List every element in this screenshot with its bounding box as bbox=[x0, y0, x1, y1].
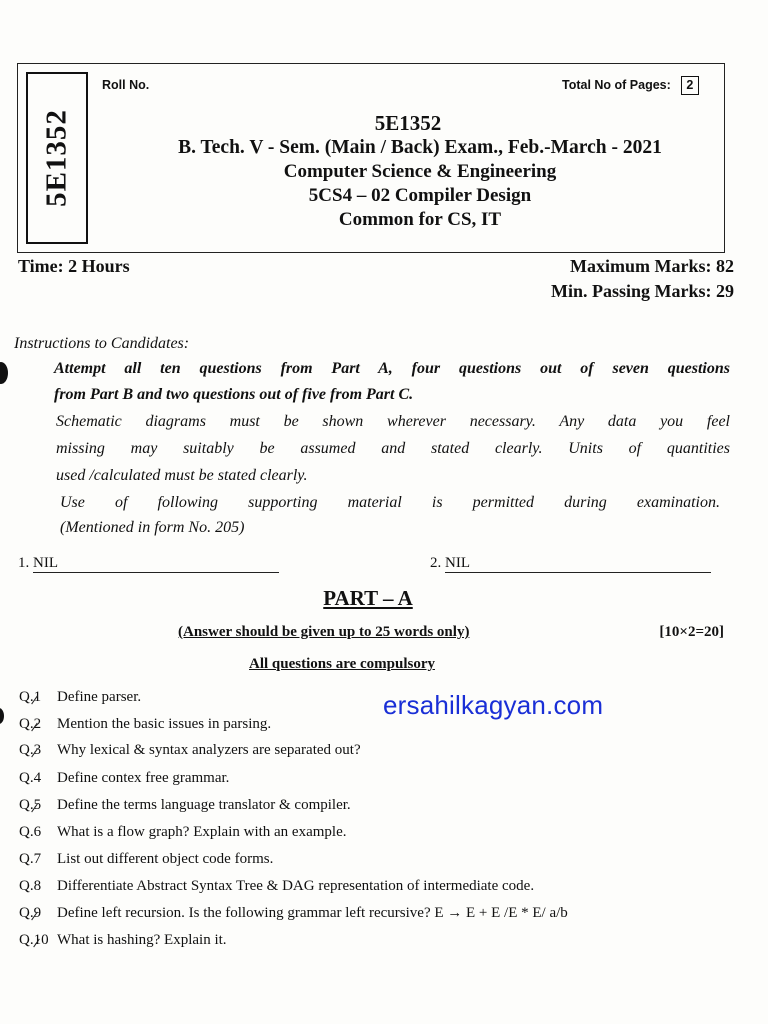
material-item-1 bbox=[18, 555, 279, 573]
question-item bbox=[19, 932, 227, 949]
question-number: Q.6 bbox=[19, 824, 42, 840]
question-text: Define contex free grammar. bbox=[57, 770, 230, 786]
question-text: List out different object code forms. bbox=[57, 851, 274, 867]
common-for: Common for CS, IT bbox=[338, 209, 502, 230]
vertical-paper-code: 5E1352 bbox=[40, 109, 73, 207]
question-text: Define the terms language translator & compiler. bbox=[57, 797, 351, 813]
material-value bbox=[33, 555, 279, 573]
punch-hole-mark bbox=[0, 362, 8, 384]
question-number: Q.4 bbox=[19, 770, 42, 786]
instruction-line: missing may suitably be assumed and stated clearly. Units of quantities bbox=[56, 440, 730, 457]
question-number: Q.3 bbox=[19, 742, 42, 758]
question-item bbox=[19, 716, 271, 733]
question-item bbox=[19, 689, 141, 706]
question-item bbox=[19, 851, 273, 868]
question-item bbox=[19, 878, 534, 895]
instruction-line: Attempt all ten questions from Part A, four questions out of seven questions bbox=[54, 360, 730, 377]
exam-title: B. Tech. V - Sem. (Main / Back) Exam., Feb.-March - 2021 bbox=[178, 137, 662, 158]
question-item bbox=[19, 770, 229, 787]
material-text: NIL bbox=[33, 555, 58, 571]
question-number: Q.9 bbox=[19, 905, 42, 921]
roll-no-label: Roll No. bbox=[102, 78, 150, 92]
branch-name: Computer Science & Engineering bbox=[283, 161, 557, 182]
total-pages bbox=[562, 76, 699, 95]
question-item bbox=[19, 824, 347, 841]
material-item-2 bbox=[430, 555, 711, 573]
part-a-note: (Answer should be given up to 25 words only) bbox=[178, 624, 470, 640]
part-a-subtitle: All questions are compulsory bbox=[249, 656, 435, 672]
instruction-line: Schematic diagrams must be shown wherever necessary. Any data you feel bbox=[56, 413, 730, 430]
material-value bbox=[445, 555, 711, 573]
question-item bbox=[19, 742, 361, 759]
instructions-title: Instructions to Candidates: bbox=[14, 335, 190, 352]
material-text: NIL bbox=[445, 555, 470, 571]
question-text: Why lexical & syntax analyzers are separated out? bbox=[57, 742, 361, 758]
total-pages-label: Total No of Pages: bbox=[562, 78, 671, 92]
question-text: Mention the basic issues in parsing. bbox=[57, 716, 272, 732]
question-text: Differentiate Abstract Syntax Tree & DAG representation of intermediate code. bbox=[57, 878, 535, 894]
question-item bbox=[19, 797, 351, 814]
maximum-marks: Maximum Marks: 82 bbox=[570, 256, 734, 276]
subject-title: 5CS4 – 02 Compiler Design bbox=[308, 185, 532, 206]
material-number: 2. bbox=[430, 555, 442, 571]
min-passing-marks: Min. Passing Marks: 29 bbox=[550, 281, 734, 301]
time-allowed: Time: 2 Hours bbox=[18, 256, 130, 276]
punch-hole-mark bbox=[0, 708, 4, 724]
question-number: Q.8 bbox=[19, 878, 42, 894]
part-a-marks: [10×2=20] bbox=[659, 624, 724, 640]
vertical-code-box bbox=[26, 72, 88, 244]
part-a-title: PART – A bbox=[323, 586, 413, 610]
question-text: Define left recursion. Is the following grammar left recursive? E → E + E /E * E/ a/b bbox=[57, 905, 568, 921]
watermark-text: ersahilkagyan.com bbox=[383, 690, 604, 720]
question-number: Q.7 bbox=[19, 851, 42, 867]
material-number: 1. bbox=[18, 555, 30, 571]
instruction-line: Use of following supporting material is permitted during examination. bbox=[60, 494, 720, 511]
question-text: What is a flow graph? Explain with an example. bbox=[57, 824, 347, 840]
question-item bbox=[19, 905, 568, 922]
instruction-line: (Mentioned in form No. 205) bbox=[60, 519, 245, 536]
question-number: Q.2 bbox=[19, 716, 42, 732]
paper-code: 5E1352 bbox=[374, 111, 442, 135]
instruction-line: from Part B and two questions out of five from Part C. bbox=[54, 386, 414, 403]
question-text: What is hashing? Explain it. bbox=[57, 932, 227, 948]
question-number: Q.10 bbox=[19, 932, 49, 948]
question-text: Define parser. bbox=[57, 689, 142, 705]
total-pages-value: 2 bbox=[681, 76, 699, 95]
question-number: Q.1 bbox=[19, 689, 42, 705]
instruction-line: used /calculated must be stated clearly. bbox=[56, 467, 308, 484]
question-number: Q.5 bbox=[19, 797, 42, 813]
